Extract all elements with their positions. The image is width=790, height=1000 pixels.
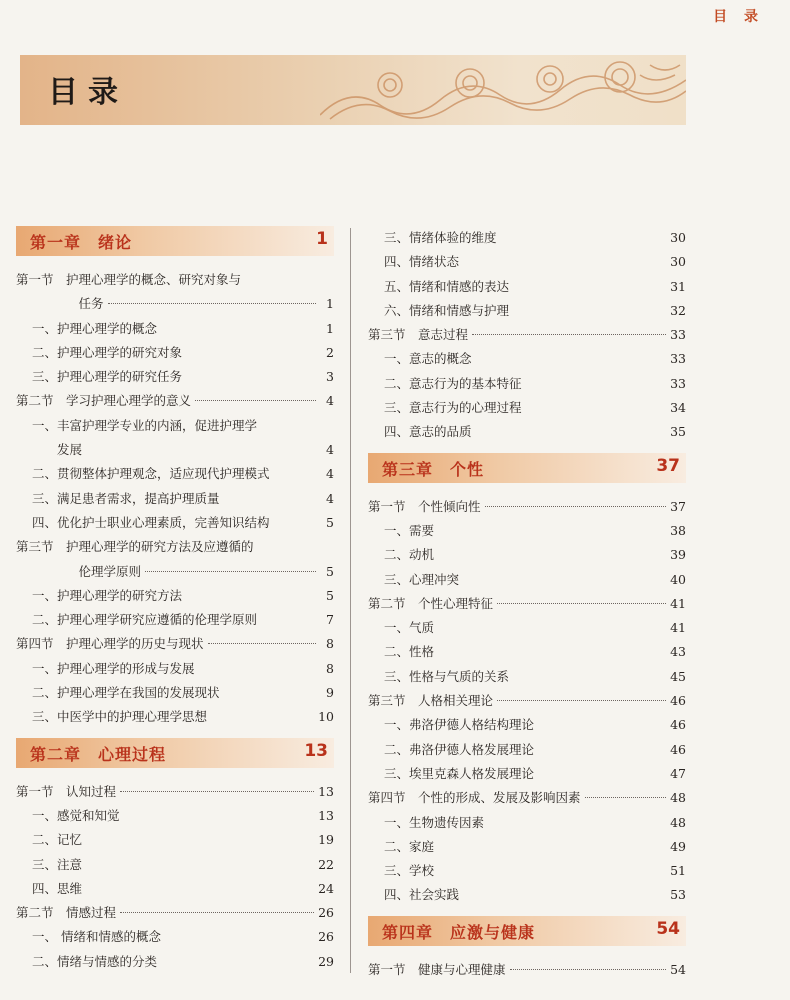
entry-label: 第一节 个性倾向性 bbox=[368, 498, 481, 514]
entry-page: 29 bbox=[318, 953, 334, 969]
entry-page: 26 bbox=[318, 929, 334, 945]
section-entry[interactable] bbox=[16, 560, 334, 584]
entry-label: 第一节 认知过程 bbox=[16, 783, 117, 799]
entry-label: 五、情绪和情感的表达 bbox=[384, 278, 510, 294]
subsection-entry[interactable] bbox=[16, 681, 334, 705]
entry-label: 三、中医学中的护理心理学思想 bbox=[32, 709, 208, 725]
entry-label: 二、护理心理学在我国的发展现状 bbox=[32, 685, 220, 701]
subsection-entry[interactable] bbox=[368, 250, 686, 274]
chapter-heading[interactable] bbox=[16, 738, 334, 768]
chapter-heading[interactable] bbox=[368, 916, 686, 946]
entry-label: 四、意志的品质 bbox=[384, 424, 472, 440]
entry-page: 31 bbox=[670, 278, 686, 294]
entry-page: 46 bbox=[670, 717, 686, 733]
entry-label: 二、贯彻整体护理观念，适应现代护理模式 bbox=[32, 466, 270, 482]
section-entry[interactable] bbox=[368, 786, 686, 810]
subsection-entry[interactable] bbox=[368, 616, 686, 640]
subsection-entry[interactable] bbox=[368, 299, 686, 323]
entry-label: 二、护理心理学研究应遵循的伦理学原则 bbox=[32, 612, 258, 628]
dot-leader bbox=[108, 303, 316, 304]
entry-page: 49 bbox=[670, 838, 686, 854]
entry-page: 32 bbox=[670, 302, 686, 318]
entry-label: 第四节 个性的形成、发展及影响因素 bbox=[368, 790, 581, 806]
subsection-entry[interactable] bbox=[368, 275, 686, 299]
subsection-entry[interactable] bbox=[368, 372, 686, 396]
dot-leader bbox=[497, 700, 666, 701]
dot-leader bbox=[497, 603, 666, 604]
entry-label: 一、需要 bbox=[384, 522, 435, 538]
entry-label: 三、情绪体验的维度 bbox=[384, 230, 497, 245]
subsection-entry[interactable] bbox=[368, 640, 686, 664]
entry-page: 8 bbox=[326, 636, 334, 652]
subsection-entry[interactable] bbox=[16, 705, 334, 729]
dot-leader bbox=[585, 797, 667, 798]
entry-label: 二、护理心理学的研究对象 bbox=[32, 344, 183, 360]
subsection-entry[interactable] bbox=[16, 608, 334, 632]
entry-page: 30 bbox=[670, 254, 686, 270]
subsection-entry[interactable] bbox=[368, 713, 686, 737]
section-entry[interactable] bbox=[368, 592, 686, 616]
section-entry[interactable] bbox=[16, 292, 334, 316]
subsection-entry[interactable] bbox=[368, 420, 686, 444]
entry-page: 34 bbox=[670, 400, 686, 416]
entry-page: 33 bbox=[670, 351, 686, 367]
entry-label: 一、 情绪和情感的概念 bbox=[32, 929, 161, 945]
entry-page: 19 bbox=[318, 832, 334, 848]
entry-label: 四、社会实践 bbox=[384, 887, 460, 903]
entry-page: 8 bbox=[326, 660, 334, 676]
entry-label: 一、生物遗传因素 bbox=[384, 814, 485, 830]
entry-label: 三、护理心理学的研究任务 bbox=[32, 369, 183, 385]
entry-page: 33 bbox=[670, 375, 686, 391]
subsection-entry[interactable] bbox=[368, 883, 686, 907]
entry-label: 第三节 人格相关理论 bbox=[368, 693, 494, 709]
entry-page: 43 bbox=[670, 644, 686, 660]
entry-page: 45 bbox=[670, 668, 686, 684]
subsection-entry[interactable] bbox=[368, 226, 686, 250]
entry-label: 三、满足患者需求，提高护理质量 bbox=[32, 490, 220, 506]
running-head: 目 录 bbox=[713, 9, 764, 25]
section-entry[interactable] bbox=[368, 689, 686, 713]
entry-page: 4 bbox=[326, 490, 334, 506]
chapter-heading[interactable] bbox=[16, 226, 334, 256]
dot-leader bbox=[195, 400, 316, 401]
chapter-gap bbox=[368, 908, 686, 916]
chapter-gap bbox=[16, 730, 334, 738]
subsection-entry[interactable] bbox=[368, 396, 686, 420]
entry-label: 一、护理心理学的概念 bbox=[32, 320, 158, 336]
entry-label: 第二节 情感过程 bbox=[16, 905, 117, 921]
entry-page: 13 bbox=[318, 807, 334, 823]
entry-page: 2 bbox=[326, 344, 334, 360]
entry-page: 51 bbox=[670, 863, 686, 879]
entry-page: 41 bbox=[670, 595, 686, 611]
chapter-page: 54 bbox=[656, 918, 680, 939]
entry-page: 1 bbox=[326, 320, 334, 336]
dot-leader bbox=[472, 334, 666, 335]
chapter-page: 13 bbox=[304, 740, 328, 761]
entry-label: 一、护理心理学的形成与发展 bbox=[32, 660, 195, 676]
entry-page: 30 bbox=[670, 230, 686, 245]
entry-label: 六、情绪和情感与护理 bbox=[384, 302, 510, 318]
toc-right-column bbox=[368, 226, 686, 982]
entry-label: 四、情绪状态 bbox=[384, 254, 460, 270]
entry-label: 三、心理冲突 bbox=[384, 571, 460, 587]
dot-leader bbox=[120, 912, 314, 913]
entry-page: 22 bbox=[318, 856, 334, 872]
entry-page: 5 bbox=[326, 514, 334, 530]
entry-page: 46 bbox=[670, 693, 686, 709]
entry-label: 一、丰富护理学专业的内涵，促进护理学 bbox=[32, 417, 258, 433]
chapter-title: 第二章 心理过程 bbox=[30, 744, 167, 764]
entry-label: 三、性格与气质的关系 bbox=[384, 668, 510, 684]
chapter-page: 1 bbox=[316, 229, 328, 249]
subsection-entry[interactable] bbox=[16, 365, 334, 389]
dot-leader bbox=[510, 969, 667, 970]
chapter-title: 第三章 个性 bbox=[382, 459, 485, 479]
chapter-heading[interactable] bbox=[368, 453, 686, 483]
entry-label: 第三节 意志过程 bbox=[368, 327, 469, 343]
subsection-entry[interactable] bbox=[16, 877, 334, 901]
subsection-entry[interactable] bbox=[16, 341, 334, 365]
title-banner bbox=[20, 55, 686, 125]
chapter-title: 第四章 应激与健康 bbox=[382, 922, 536, 942]
section-entry[interactable] bbox=[16, 389, 334, 413]
subsection-entry[interactable] bbox=[368, 835, 686, 859]
entry-label: 二、情绪与情感的分类 bbox=[32, 953, 158, 969]
subsection-entry[interactable] bbox=[16, 438, 334, 462]
entry-label: 二、意志行为的基本特征 bbox=[384, 375, 522, 391]
entry-page: 26 bbox=[318, 905, 334, 921]
subsection-entry[interactable] bbox=[16, 414, 334, 438]
column-divider bbox=[350, 228, 351, 973]
entry-page: 40 bbox=[670, 571, 686, 587]
entry-label: 第四节 护理心理学的历史与现状 bbox=[16, 636, 204, 652]
entry-label: 三、注意 bbox=[32, 856, 83, 872]
entry-page: 48 bbox=[670, 814, 686, 830]
entry-label: 一、弗洛伊德人格结构理论 bbox=[384, 717, 535, 733]
entry-label: 三、埃里克森人格发展理论 bbox=[384, 765, 535, 781]
chapter-page: 37 bbox=[656, 455, 680, 476]
entry-label: 一、意志的概念 bbox=[384, 351, 472, 367]
entry-label: 三、学校 bbox=[384, 863, 435, 879]
dot-leader bbox=[485, 506, 667, 507]
entry-page: 4 bbox=[326, 466, 334, 482]
subsection-entry[interactable] bbox=[16, 511, 334, 535]
subsection-entry[interactable] bbox=[16, 804, 334, 828]
entry-label: 第一节 护理心理学的概念、研究对象与 bbox=[16, 272, 242, 287]
entry-page: 1 bbox=[326, 296, 334, 312]
entry-page: 35 bbox=[670, 424, 686, 440]
entry-page: 47 bbox=[670, 765, 686, 781]
subsection-entry[interactable] bbox=[16, 853, 334, 877]
subsection-entry[interactable] bbox=[16, 317, 334, 341]
dot-leader bbox=[208, 643, 316, 644]
chapter-title: 第一章 绪论 bbox=[30, 233, 133, 252]
entry-label: 任务 bbox=[16, 296, 104, 312]
chapter-gap bbox=[368, 445, 686, 453]
entry-page: 10 bbox=[318, 709, 334, 725]
section-entry[interactable] bbox=[16, 268, 334, 292]
wave-ornament bbox=[320, 55, 686, 125]
entry-page: 33 bbox=[670, 327, 686, 343]
entry-page: 46 bbox=[670, 741, 686, 757]
entry-label: 伦理学原则 bbox=[16, 563, 142, 579]
entry-label: 一、气质 bbox=[384, 620, 435, 636]
entry-label: 一、护理心理学的研究方法 bbox=[32, 587, 183, 603]
section-entry[interactable] bbox=[368, 958, 686, 982]
subsection-entry[interactable] bbox=[368, 519, 686, 543]
entry-label: 第二节 个性心理特征 bbox=[368, 595, 494, 611]
entry-label: 二、性格 bbox=[384, 644, 435, 660]
subsection-entry[interactable] bbox=[368, 568, 686, 592]
entry-label: 四、优化护士职业心理素质，完善知识结构 bbox=[32, 514, 270, 530]
subsection-entry[interactable] bbox=[16, 584, 334, 608]
subsection-entry[interactable] bbox=[16, 462, 334, 486]
section-entry[interactable] bbox=[16, 780, 334, 804]
entry-label: 三、意志行为的心理过程 bbox=[384, 400, 522, 416]
entry-label: 二、动机 bbox=[384, 547, 435, 563]
entry-page: 3 bbox=[326, 369, 334, 385]
subsection-entry[interactable] bbox=[368, 762, 686, 786]
entry-label: 四、思维 bbox=[32, 880, 83, 896]
entry-label: 二、弗洛伊德人格发展理论 bbox=[384, 741, 535, 757]
entry-page: 4 bbox=[326, 442, 334, 458]
subsection-entry[interactable] bbox=[368, 347, 686, 371]
entry-page: 9 bbox=[326, 685, 334, 701]
entry-page: 41 bbox=[670, 620, 686, 636]
entry-label: 二、记忆 bbox=[32, 832, 83, 848]
entry-page: 48 bbox=[670, 790, 686, 806]
entry-page: 54 bbox=[670, 961, 686, 977]
subsection-entry[interactable] bbox=[16, 487, 334, 511]
entry-label: 第一节 健康与心理健康 bbox=[368, 961, 506, 977]
entry-page: 24 bbox=[318, 880, 334, 896]
subsection-entry[interactable] bbox=[368, 738, 686, 762]
subsection-entry[interactable] bbox=[16, 925, 334, 949]
toc-left-column bbox=[16, 226, 334, 974]
subsection-entry[interactable] bbox=[16, 828, 334, 852]
dot-leader bbox=[120, 791, 314, 792]
entry-page: 39 bbox=[670, 547, 686, 563]
entry-label: 发展 bbox=[32, 442, 83, 458]
entry-page: 53 bbox=[670, 887, 686, 903]
entry-page: 13 bbox=[318, 783, 334, 799]
entry-label: 一、感觉和知觉 bbox=[32, 807, 120, 823]
entry-label: 二、家庭 bbox=[384, 838, 435, 854]
entry-label: 第二节 学习护理心理学的意义 bbox=[16, 393, 192, 409]
entry-page: 4 bbox=[326, 393, 334, 409]
section-entry[interactable] bbox=[16, 901, 334, 925]
entry-page: 7 bbox=[326, 612, 334, 628]
entry-page: 5 bbox=[326, 563, 334, 579]
entry-page: 37 bbox=[670, 498, 686, 514]
entry-label: 第三节 护理心理学的研究方法及应遵循的 bbox=[16, 539, 254, 555]
entry-page: 5 bbox=[326, 587, 334, 603]
page-title: 目录 bbox=[48, 75, 128, 110]
section-entry[interactable] bbox=[368, 323, 686, 347]
subsection-entry[interactable] bbox=[368, 543, 686, 567]
subsection-entry[interactable] bbox=[368, 811, 686, 835]
section-entry[interactable] bbox=[16, 535, 334, 559]
dot-leader bbox=[145, 571, 316, 572]
subsection-entry[interactable] bbox=[16, 657, 334, 681]
section-entry[interactable] bbox=[16, 632, 334, 656]
subsection-entry[interactable] bbox=[368, 859, 686, 883]
section-entry[interactable] bbox=[368, 495, 686, 519]
subsection-entry[interactable] bbox=[16, 950, 334, 974]
entry-page: 38 bbox=[670, 522, 686, 538]
subsection-entry[interactable] bbox=[368, 665, 686, 689]
